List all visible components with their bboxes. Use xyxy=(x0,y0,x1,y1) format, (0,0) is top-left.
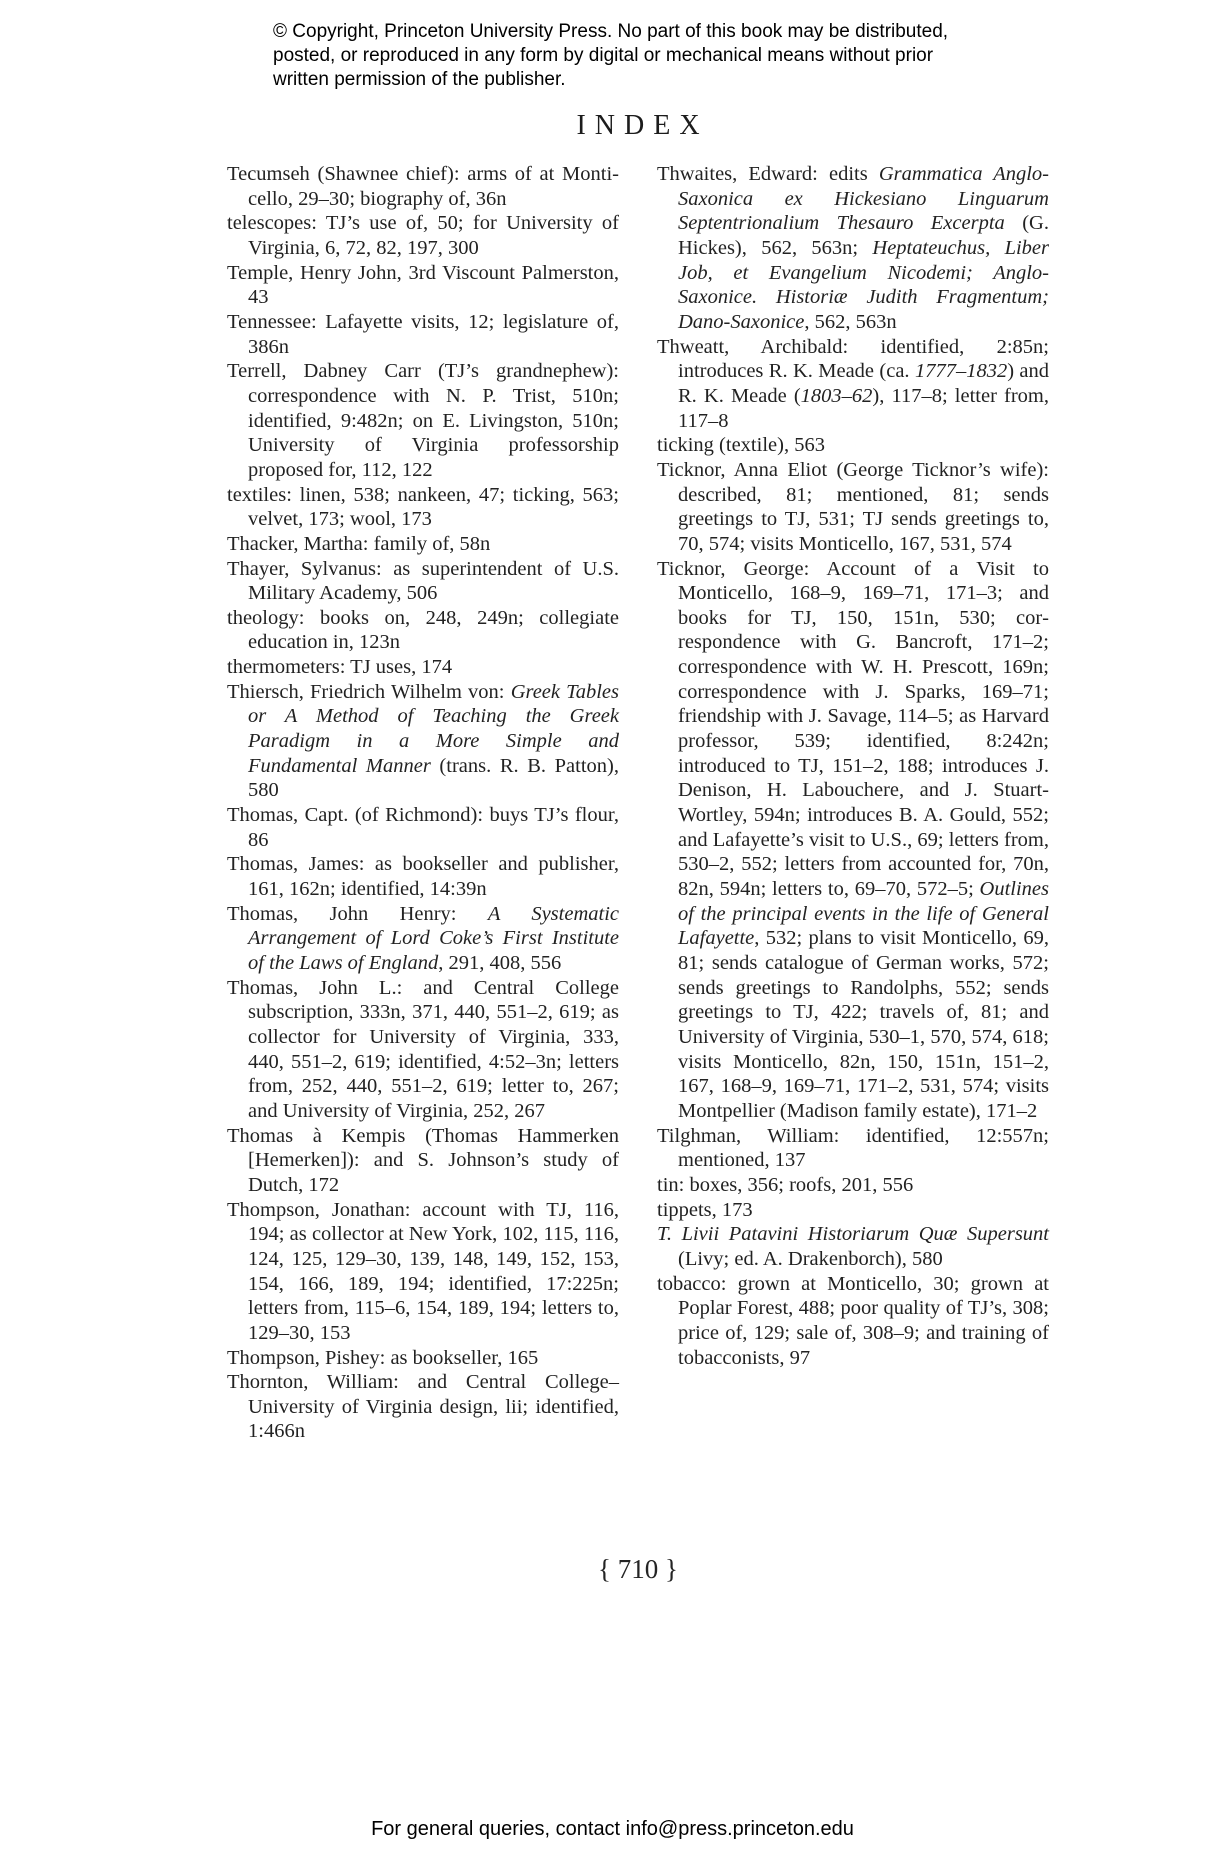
entry-text: thermometers: TJ uses, 174 xyxy=(227,656,453,679)
entry-text: Temple, Henry John, 3rd Viscount Palmerston, 43 xyxy=(227,261,619,309)
entry-text: Thompson, Pishey: as bookseller, 165 xyxy=(227,1346,539,1369)
entry-text: , 562, 563n xyxy=(804,310,897,333)
work-title-italic: 1777–1832 xyxy=(914,360,1008,383)
entry-text: (G. Hickes), 562, 563n; xyxy=(678,212,1049,259)
entry-text: Thayer, Sylvanus: as superintendent of U.S. Military Academy, 506 xyxy=(227,557,619,605)
entry-text: Thomas, Capt. (of Richmond): buys TJ’s flour, 86 xyxy=(227,804,619,851)
index-entry xyxy=(657,1222,1049,1271)
index-entry xyxy=(227,261,619,310)
index-entry xyxy=(657,1173,1049,1198)
index-entry xyxy=(227,483,619,532)
index-entry xyxy=(227,162,619,211)
index-entry xyxy=(227,680,619,803)
index-entry xyxy=(227,557,619,606)
index-entry xyxy=(227,655,619,680)
work-title-italic: A Systematic Arrangement of Lord Coke’s First Institute of the Laws of England xyxy=(248,902,619,974)
work-title-italic: Heptateuchus, Liber Job, et Evangelium Nicodemi; Anglo-Saxonice. Historiæ Judith Fragmentum; Dano-Saxonice xyxy=(678,236,1049,333)
index-entry xyxy=(657,335,1049,434)
entry-text: Thwaites, Edward: edits xyxy=(657,163,879,185)
work-title-italic: T. Livii Patavini Historiarum Quæ Supersunt xyxy=(657,1223,1049,1246)
index-entry xyxy=(227,902,619,976)
entry-text: theology: books on, 248, 249n; collegiate education in, 123n xyxy=(227,606,619,654)
entry-text: (trans. R. B. Patton), 580 xyxy=(248,754,619,802)
entry-text: , 532; plans to visit Monticello, 69, 81; sends catalogue of German works, 572; sends greetings to Randolphs, 552; sends greetings to TJ, 422; travels of, 81; and University of Virginia, 530–1, 570, 574, 618; visits Monticello, 82n, 150, 151n, 151–2, 167, 168–9, 169–71, 171–2, 531, 574; visits Montpellier (Madison family estate), 171–2 xyxy=(678,927,1049,1122)
index-entry xyxy=(227,1346,619,1371)
index-entry xyxy=(227,310,619,359)
work-title-italic: Grammatica Anglo-Saxonica ex Hickesiano Linguarum Septentrionalium Thesauro Excerpta xyxy=(678,163,1049,235)
work-title-italic: Greek Tables or A Method of Teaching the Greek Paradigm in a More Simple and Fundamental Manner xyxy=(248,680,619,777)
entry-text: tin: boxes, 356; roofs, 201, 556 xyxy=(657,1173,914,1196)
entry-text: Thomas, John L.: and Central College subscription, 333n, 371, 440, 551–2, 619; as collector for University of Virginia, 333, 440, 551–2, 619; identified, 4:52–3n; letters from, 252, 440, 551–2, 619; letter to, 267; and University of Virginia, 252, 267 xyxy=(227,976,619,1122)
index-entry xyxy=(657,433,1049,458)
entry-text: Thiersch, Friedrich Wilhelm von: xyxy=(227,680,511,703)
index-entry xyxy=(657,458,1049,557)
entry-text: Thornton, William: and Central College–University of Virginia design, lii; identified, 1:466n xyxy=(227,1371,619,1443)
index-entry xyxy=(227,359,619,482)
index-entry xyxy=(227,532,619,557)
entry-text: Tecumseh (Shawnee chief): arms of at Monticello, 29–30; biography of, 36n xyxy=(227,163,619,210)
index-entry xyxy=(227,1124,619,1198)
entry-text: Tennessee: Lafayette visits, 12; legislature of, 386n xyxy=(227,310,619,358)
entry-text: Thompson, Jonathan: account with TJ, 116, 194; as collector at New York, 102, 115, 116, 124, 125, 129–30, 139, 148, 149, 152, 153, 154, 166, 189, 194; identified, 17:225n; letters from, 115–6, 154, 189, 194; letters to, 129–30, 153 xyxy=(227,1198,619,1344)
folio-page-number: { 710 } xyxy=(598,1554,678,1584)
entry-text: ) and R. K. Meade ( xyxy=(678,360,1049,407)
entry-text: (Livy; ed. A. Drakenborch), 580 xyxy=(678,1247,943,1270)
index-entry xyxy=(657,1272,1049,1371)
entry-text: tippets, 173 xyxy=(657,1198,753,1221)
index-entry xyxy=(227,803,619,852)
work-title-italic: 1803–62 xyxy=(800,384,873,407)
entry-text: , 291, 408, 556 xyxy=(438,952,562,974)
index-entry xyxy=(227,852,619,901)
entry-text: Thomas, James: as bookseller and publisher, 161, 162n; identified, 14:39n xyxy=(227,853,619,901)
index-entry xyxy=(227,211,619,260)
index-column-right xyxy=(657,162,1049,1444)
entry-text: Thweatt, Archibald: identified, 2:85n; introduces R. K. Meade (ca. xyxy=(657,335,1049,383)
index-column-left xyxy=(227,162,619,1444)
index-entry xyxy=(657,557,1049,1124)
index-entry xyxy=(657,162,1049,335)
index-title: INDEX xyxy=(576,110,709,141)
entry-text: Thomas, John Henry: xyxy=(227,902,488,925)
index-columns xyxy=(227,162,1049,1444)
footer-contact: For general queries, contact info@press.princeton.edu xyxy=(371,1818,854,1840)
entry-text: telescopes: TJ’s use of, 50; for University of Virginia, 6, 72, 82, 197, 300 xyxy=(227,212,619,259)
entry-text: Tilghman, William: identified, 12:557n; mentioned, 137 xyxy=(657,1124,1049,1172)
entry-text: Thomas à Kempis (Thomas Hammerken [Hemerken]): and S. Johnson’s study of Dutch, 172 xyxy=(227,1124,619,1196)
entry-text: ticking (textile), 563 xyxy=(657,434,825,457)
work-title-italic: Outlines of the principal events in the life of General Lafayette xyxy=(678,878,1049,950)
entry-text: Terrell, Dabney Carr (TJ’s grandnephew): correspondence with N. P. Trist, 510n; identified, 9:482n; on E. Livingston, 510n; University of Virginia professorship proposed for, 112, 122 xyxy=(227,360,619,481)
copyright-notice: © Copyright, Princeton University Press. No part of this book may be distributed, posted, or reproduced in any form by digital or mechanical means without prior written permission of the publisher. xyxy=(273,21,949,90)
entry-text: Thacker, Martha: family of, 58n xyxy=(227,532,491,555)
index-entry xyxy=(657,1124,1049,1173)
entry-text: textiles: linen, 538; nankeen, 47; ticking, 563; velvet, 173; wool, 173 xyxy=(227,483,619,531)
index-entry xyxy=(657,1198,1049,1223)
index-entry xyxy=(227,1198,619,1346)
entry-text: Ticknor, Anna Eliot (George Ticknor’s wife): described, 81; mentioned, 81; sends greetings to TJ, 531; TJ sends greetings to, 70, 574; visits Monticello, 167, 531, 574 xyxy=(657,458,1049,555)
index-entry xyxy=(227,1370,619,1444)
index-entry xyxy=(227,606,619,655)
entry-text: ), 117–8; letter from, 117–8 xyxy=(678,384,1049,432)
index-entry xyxy=(227,976,619,1124)
entry-text: Ticknor, George: Account of a Visit to Monticello, 168–9, 169–71, 171–3; and books for TJ, 150, 151n, 530; correspondence with G. Bancroft, 171–2; correspondence with W. H. Prescott, 169n; correspondence with J. Sparks, 169–71; friendship with J. Savage, 114–5; as Harvard professor, 539; identified, 8:242n; introduced to TJ, 151–2, 188; introduces J. Denison, H. Labouchere, and J. Stuart-Wortley, 594n; introduces B. A. Gould, 552; and Lafayette’s visit to U.S., 69; letters from, 530–2, 552; letters from accounted for, 70n, 82n, 594n; letters to, 69–70, 572–5; xyxy=(657,557,1049,901)
entry-text: tobacco: grown at Monticello, 30; grown at Poplar Forest, 488; poor quality of TJ’s, 308; price of, 129; sale of, 308–9; and training of tobacconists, 97 xyxy=(657,1272,1049,1369)
